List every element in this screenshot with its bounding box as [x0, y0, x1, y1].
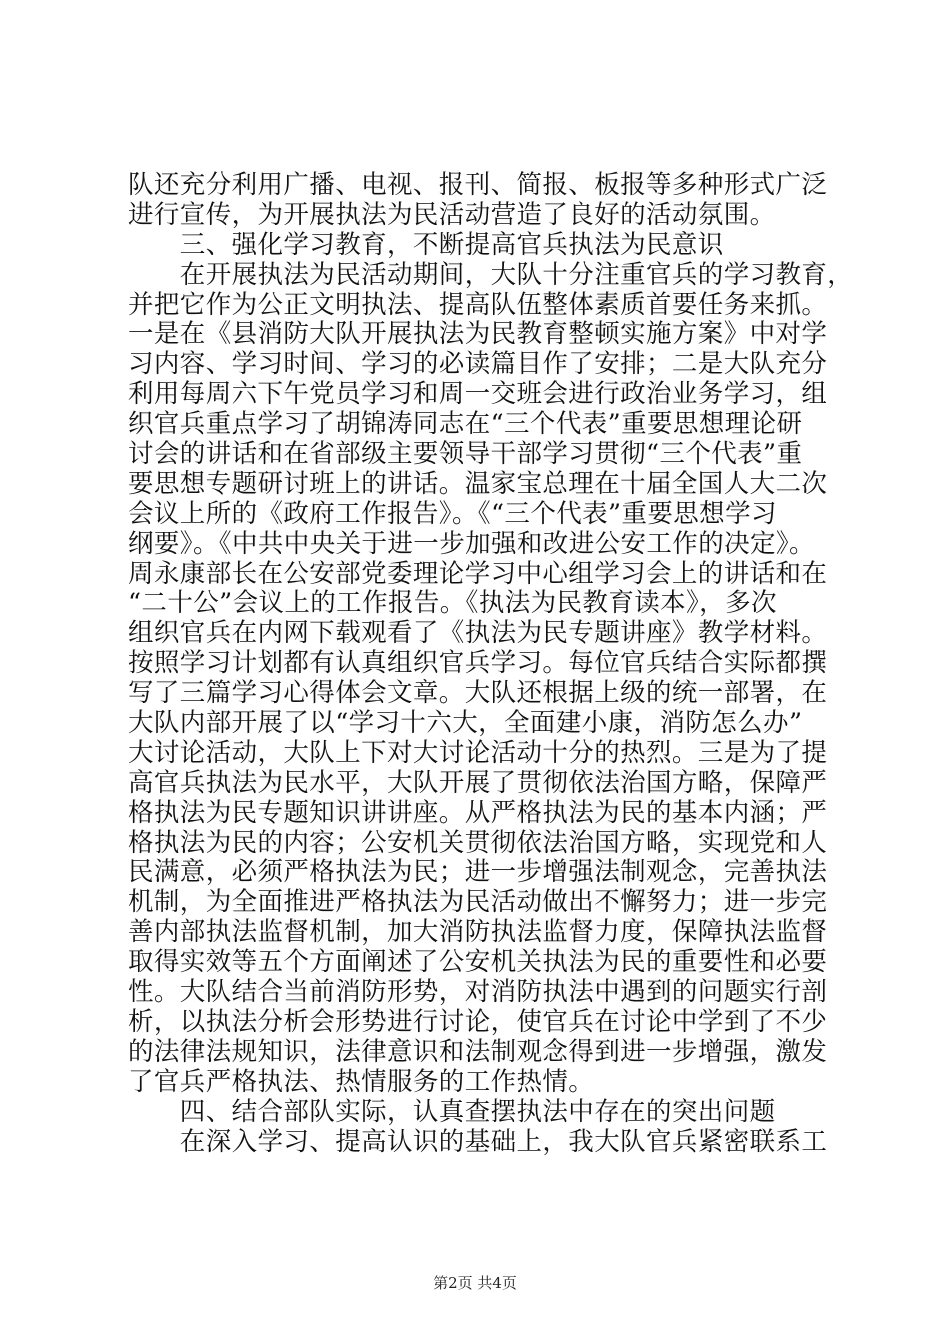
text-line: 格执法为民的内容；公安机关贯彻依法治国方略，实现党和人	[128, 827, 828, 858]
text-line: 善内部执法监督机制，加大消防执法监督力度，保障执法监督	[128, 917, 828, 948]
text-line: 在开展执法为民活动期间，大队十分注重官兵的学习教育，	[128, 259, 854, 290]
text-line: 格执法为民专题知识讲讲座。从严格执法为民的基本内涵；严	[128, 797, 828, 828]
section-heading: 四、结合部队实际，认真查摆执法中存在的突出问题	[128, 1096, 776, 1127]
text-line: 高官兵执法为民水平，大队开展了贯彻依法治国方略，保障严	[128, 767, 828, 798]
text-line: 取得实效等五个方面阐述了公安机关执法为民的重要性和必要	[128, 947, 828, 978]
text-line: 进行宣传，为开展执法为民活动营造了良好的活动氛围。	[128, 199, 776, 230]
text-line: “二十公”会议上的工作报告。《执法为民教育读本》，多次	[128, 588, 777, 619]
text-line: 机制，为全面推进严格执法为民活动做出不懈努力；进一步完	[128, 887, 828, 918]
text-line: 大讨论活动，大队上下对大讨论活动十分的热烈。三是为了提	[128, 737, 828, 768]
text-line: 利用每周六下午党员学习和周一交班会进行政治业务学习，组	[128, 379, 828, 410]
text-line: 讨会的讲话和在省部级主要领导干部学习贯彻“三个代表”重	[128, 439, 803, 470]
text-line: 周永康部长在公安部党委理论学习中心组学习会上的讲话和在	[128, 558, 828, 589]
text-line: 要思想专题研讨班上的讲话。温家宝总理在十届全国人大二次	[128, 468, 828, 499]
text-line: 性。大队结合当前消防形势，对消防执法中遇到的问题实行剖	[128, 977, 828, 1008]
text-line: 大队内部开展了以“学习十六大，全面建小康，消防怎么办”	[128, 708, 803, 739]
text-line: 了官兵严格执法、热情服务的工作热情。	[128, 1066, 595, 1097]
text-line: 会议上所的《政府工作报告》。《“三个代表”重要思想学习	[128, 498, 777, 529]
text-line: 析，以执法分析会形势进行讨论，使官兵在讨论中学到了不少	[128, 1006, 828, 1037]
text-line: 织官兵重点学习了胡锦涛同志在“三个代表”重要思想理论研	[128, 409, 803, 440]
section-heading: 三、强化学习教育，不断提高官兵执法为民意识	[128, 229, 724, 260]
text-line: 的法律法规知识，法律意识和法制观念得到进一步增强，激发	[128, 1036, 828, 1067]
text-line: 纲要》。《中共中央关于进一步加强和改进公安工作的决定》。	[128, 528, 815, 559]
text-line: 组织官兵在内网下载观看了《执法为民专题讲座》教学材料。	[128, 618, 828, 649]
text-line: 一是在《县消防大队开展执法为民教育整顿实施方案》中对学	[128, 319, 828, 350]
text-line: 写了三篇学习心得体会文章。大队还根据上级的统一部署，在	[128, 678, 828, 709]
text-line: 并把它作为公正文明执法、提高队伍整体素质首要任务来抓。	[128, 289, 828, 320]
page-number-footer: 第2页 共4页	[433, 1274, 517, 1292]
text-line: 队还充分利用广播、电视、报刊、简报、板报等多种形式广泛	[128, 170, 828, 200]
text-line: 民满意，必须严格执法为民；进一步增强法制观念，完善执法	[128, 857, 828, 888]
text-line: 按照学习计划都有认真组织官兵学习。每位官兵结合实际都撰	[128, 648, 828, 679]
text-line: 在深入学习、提高认识的基础上，我大队官兵紧密联系工	[128, 1126, 828, 1157]
text-line: 习内容、学习时间、学习的必读篇目作了安排；二是大队充分	[128, 349, 828, 380]
body-text	[128, 170, 854, 1157]
